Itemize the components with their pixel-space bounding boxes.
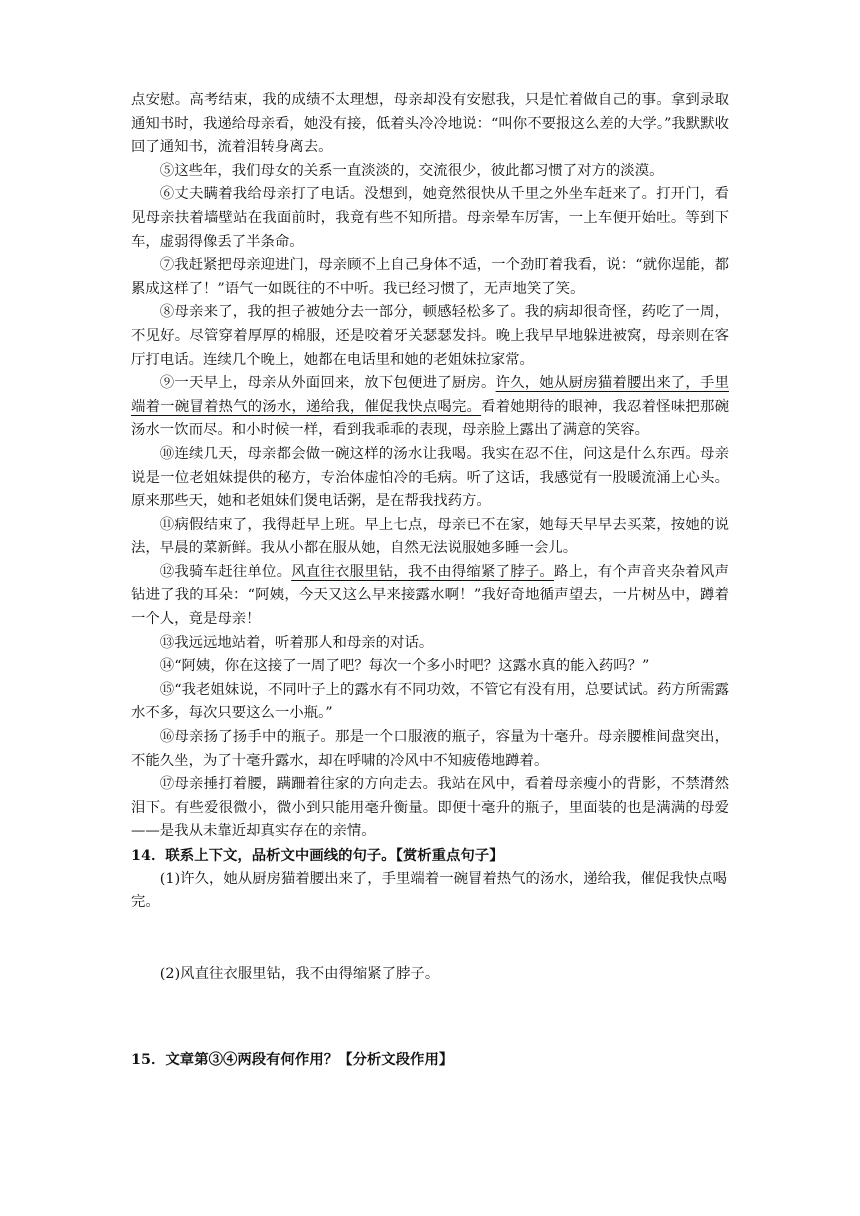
paragraph-9-end: 看着她期待的眼神，我忍着怪味把那碗汤水一饮而尽。和小时候一样，看到我乖乖的表现，母亲脸上露出了满意的笑容。 bbox=[131, 398, 729, 439]
paragraph-12 bbox=[131, 561, 729, 632]
paragraph-12-start: ⑫我骑车赶往单位。 bbox=[159, 563, 292, 580]
paragraph-16: ⑯母亲扬了扬手中的瓶子。那是一个口服液的瓶子，容量为十毫升。母亲腰椎间盘突出，不能久坐，为了十毫升露水，却在呼啸的冷风中不知疲倦地蹲着。 bbox=[131, 729, 729, 769]
question-14-title: 14．联系上下文，品析文中画线的句子。【赏析重点句子】 bbox=[131, 847, 504, 864]
paragraph-17: ⑰母亲捶打着腰，蹒跚着往家的方向走去。我站在风中，看着母亲瘦小的背影，不禁潸然泪下。有些爱很微小，微小到只能用毫升衡量。即便十毫升的瓶子，里面装的也是满满的母爱——是我从未靠近却真实存在的亲情。 bbox=[131, 776, 729, 840]
question-14-part-1: (1)许久，她从厨房猫着腰出来了，手里端着一碗冒着热气的汤水，递给我，催促我快点喝完。 bbox=[131, 870, 728, 911]
paragraph-5: ⑤这些年，我们母女的关系一直淡淡的，交流很少，彼此都习惯了对方的淡漠。 bbox=[159, 162, 664, 179]
document-page bbox=[131, 89, 729, 1072]
paragraph-14: ⑭“阿姨，你在这接了一周了吧？每次一个多小时吧？这露水真的能入药吗？” bbox=[159, 658, 650, 675]
paragraph-9 bbox=[131, 372, 729, 443]
paragraph-11: ⑪病假结束了，我得赶早上班。早上七点，母亲已不在家，她每天早早去买菜，按她的说法，早晨的菜新鲜。我从小都在服从她，自然无法说服她多睡一会儿。 bbox=[131, 516, 729, 557]
answer-space-14-1[interactable] bbox=[131, 915, 729, 963]
question-15-title: 15．文章第③④两段有何作用？【分析文段作用】 bbox=[131, 1051, 454, 1069]
paragraph-6: ⑥丈夫瞒着我给母亲打了电话。没想到，她竟然很快从千里之外坐车赶来了。打开门，看见母亲扶着墙壁站在我面前时，我竟有些不知所措。母亲晕车厉害，一上车便开始吐。等到下车，虚弱得像丢了半条命。 bbox=[131, 186, 729, 250]
paragraph-7: ⑦我赶紧把母亲迎进门，母亲顾不上自己身体不适，一个劲盯着我看，说：“就你逞能，都累成这样了！”语气一如既往的不中听。我已经习惯了，无声地笑了笑。 bbox=[131, 257, 729, 297]
paragraph-10: ⑩连续几天，母亲都会做一碗这样的汤水让我喝。我实在忍不住，问这是什么东西。母亲说是一位老姐妹提供的秘方，专治体虚怕冷的毛病。听了这话，我感觉有一股暖流涌上心头。原来那些天，她和老姐妹们煲电话粥，是在帮我找药方。 bbox=[131, 445, 729, 510]
paragraph-15: ⑮“我老姐妹说，不同叶子上的露水有不同功效，不管它有没有用，总要试试。药方所需露水不多，每次只要这么一小瓶。” bbox=[131, 681, 729, 722]
paragraph-13: ⑬我远远地站着，听着那人和母亲的对话。 bbox=[159, 634, 434, 651]
paragraph-9-start: ⑨一天早上，母亲从外面回来，放下包便进了厨房。 bbox=[159, 375, 496, 392]
paragraph-8: ⑧母亲来了，我的担子被她分去一部分，顿感轻松多了。我的病却很奇怪，药吃了一周，不见好。尽管穿着厚厚的棉服，还是咬着牙关瑟瑟发抖。晚上我早早地躲进被窝，母亲则在客厅打电话。连续几个晚上，她都在电话里和她的老姐妹拉家常。 bbox=[131, 304, 729, 368]
question-14-part-2: (2)风直往衣服里钻，我不由得缩紧了脖子。 bbox=[159, 965, 440, 982]
paragraph-4-continued: 点安慰。高考结束，我的成绩不太理想，母亲却没有安慰我，只是忙着做自己的事。拿到录取通知书时，我递给母亲看，她没有接，低着头冷冷地说：“叫你不要报这么差的大学。”我默默收回了通知书，流着泪转身离去。 bbox=[131, 92, 729, 156]
paragraph-12-end: 路上，有个声音夹杂着风声钻进了我的耳朵：“阿姨，今天又这么早来接露水啊！”我好奇地循声望去，一片树丛中，蹲着一个人，竟是母亲！ bbox=[131, 563, 729, 628]
answer-space-14-2[interactable] bbox=[131, 986, 729, 1048]
underlined-sentence-1: 许久，她从厨房猫着腰出来了，手里端着一碗冒着热气的汤水，递给我，催促我快点喝完。 bbox=[131, 375, 729, 415]
underlined-sentence-2: 风直往衣服里钻，我不由得缩紧了脖子。 bbox=[291, 563, 554, 580]
